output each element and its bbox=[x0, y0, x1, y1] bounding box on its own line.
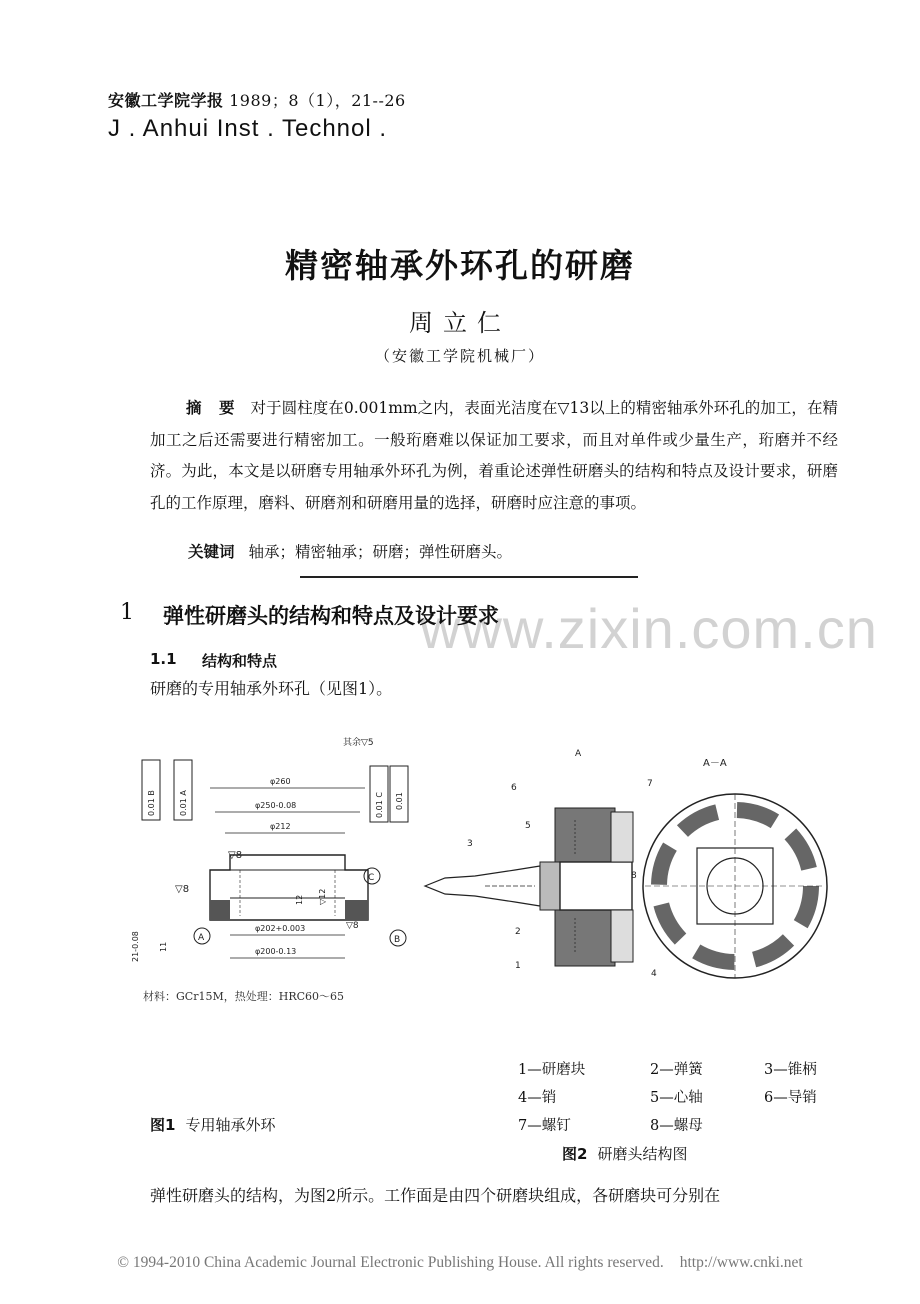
section-view-label: A－A bbox=[703, 758, 727, 769]
paragraph-1: 研磨的专用轴承外环孔（见图1）。 bbox=[150, 679, 393, 698]
datum-b: B bbox=[394, 935, 401, 945]
dim-200: φ200-0.13 bbox=[255, 947, 297, 956]
legend-item: 5—心轴 bbox=[650, 1090, 703, 1106]
legend-item: 1—研磨块 bbox=[518, 1062, 586, 1078]
paragraph-2: 弹性研磨头的结构，为图2所示。工作面是由四个研磨块组成，各研磨块可分别在 bbox=[150, 1186, 721, 1205]
dim-height-11: 11 bbox=[159, 941, 168, 952]
mandrel-hub bbox=[540, 862, 560, 910]
guide-lower bbox=[611, 910, 633, 962]
flatness-tolerance: 0.01 B bbox=[147, 790, 156, 816]
legend-item: 3—锥柄 bbox=[764, 1062, 817, 1078]
ring-outline bbox=[210, 855, 368, 920]
datum-a: A bbox=[198, 933, 205, 943]
abstract-label: 摘 要 bbox=[186, 399, 241, 417]
roughness-note: 其余▽5 bbox=[343, 738, 374, 748]
mandrel-body bbox=[560, 862, 632, 910]
legend-item: 7—螺钉 bbox=[518, 1118, 571, 1134]
part-num-3: 3 bbox=[467, 839, 473, 849]
roughness-right: ▽8 bbox=[346, 921, 359, 931]
keywords bbox=[188, 540, 512, 562]
figure-2-drawing bbox=[415, 738, 845, 1038]
section-number: 1 bbox=[120, 600, 134, 625]
lap-block-lower bbox=[555, 910, 615, 966]
footer bbox=[0, 1254, 920, 1272]
figure-1-material-note: 材料：GCr15M，热处理：HRC60～65 bbox=[143, 990, 345, 1003]
roughness-top: ▽8 bbox=[228, 850, 243, 861]
legend-item: 6—导销 bbox=[764, 1090, 817, 1106]
figure-1-drawing bbox=[120, 730, 420, 1000]
legend-item: 4—销 bbox=[518, 1090, 557, 1106]
dim-212: φ212 bbox=[270, 822, 291, 831]
section-title: 弹性研磨头的结构和特点及设计要求 bbox=[163, 604, 499, 628]
subsection-number: 1.1 bbox=[150, 650, 177, 668]
datum-c: C bbox=[368, 873, 375, 883]
dim-height-12: 12 bbox=[295, 894, 304, 905]
part-num-1: 1 bbox=[515, 961, 521, 971]
legend-item: 8—螺母 bbox=[650, 1118, 703, 1134]
figure-1-caption bbox=[150, 1114, 275, 1135]
affiliation: （安徽工学院机械厂） bbox=[374, 347, 545, 365]
abstract-text: 对于圆柱度在0.001mm之内，表面光洁度在▽13以上的精密轴承外环孔的加工，在精加工之后还需要进行精密加工。一般珩磨难以保证加工要求，而且对单件或少量生产，珩磨并不经济。为此，本文是以研磨专用轴承外环孔为例，着重论述弹性研磨头的结构和特点及设计要求，研磨孔的工作原理，磨料、研磨剂和研磨用量的选择，研磨时应注意的事项。 bbox=[150, 399, 838, 512]
guide-upper bbox=[611, 812, 633, 862]
journal-name-cn: 安徽工学院学报 bbox=[108, 91, 224, 110]
dim-250: φ250-0.08 bbox=[255, 801, 297, 810]
keywords-label: 关键词 bbox=[188, 543, 235, 561]
copyright-notice: © 1994-2010 China Academic Journal Electronic Publishing House. All rights reserved. bbox=[117, 1254, 664, 1271]
dim-202: φ202+0.003 bbox=[255, 924, 306, 933]
paper-title: 精密轴承外环孔的研磨 bbox=[285, 246, 635, 285]
journal-citation-line bbox=[108, 88, 406, 111]
watermark: www.zixin.com.cn bbox=[420, 597, 878, 660]
dim-height-21: 21-0.08 bbox=[131, 931, 140, 962]
lap-block-upper bbox=[555, 808, 615, 862]
part-num-5: 5 bbox=[525, 821, 531, 831]
roughness-bore: ▽12 bbox=[318, 888, 327, 905]
roundness-tolerance: 0.01 C bbox=[375, 792, 384, 818]
abstract bbox=[150, 393, 838, 519]
ring-section-right bbox=[345, 900, 368, 920]
author: 周立仁 bbox=[409, 309, 511, 337]
perpendicularity-tolerance: 0.01 A bbox=[179, 790, 188, 816]
dim-260: φ260 bbox=[270, 777, 291, 786]
footer-url[interactable]: http://www.cnki.net bbox=[679, 1254, 803, 1271]
part-num-2: 2 bbox=[515, 927, 521, 937]
roughness-left: ▽8 bbox=[175, 884, 190, 895]
figure-1-caption-text: 专用轴承外环 bbox=[185, 1116, 276, 1134]
figure-1-number: 图1 bbox=[150, 1116, 176, 1134]
part-num-8: 8 bbox=[631, 871, 637, 881]
cylindricity-tolerance: 0.01 bbox=[395, 792, 404, 810]
part-num-6: 6 bbox=[511, 783, 517, 793]
figure-2-number: 图2 bbox=[562, 1145, 588, 1163]
part-num-4: 4 bbox=[651, 969, 657, 979]
ring-section-left bbox=[210, 900, 230, 920]
separator-rule bbox=[300, 576, 638, 578]
subsection-title: 结构和特点 bbox=[202, 652, 278, 670]
citation: 1989；8（1），21--26 bbox=[229, 91, 406, 110]
part-num-7: 7 bbox=[647, 779, 653, 789]
figure-2-caption-text: 研磨头结构图 bbox=[597, 1145, 688, 1163]
legend-item: 2—弹簧 bbox=[650, 1062, 703, 1078]
section-mark-a: A bbox=[575, 749, 582, 759]
journal-name-en: J . Anhui Inst . Technol . bbox=[108, 115, 388, 142]
figure-2-caption bbox=[562, 1143, 687, 1164]
keywords-text: 轴承；精密轴承；研磨；弹性研磨头。 bbox=[248, 543, 513, 561]
